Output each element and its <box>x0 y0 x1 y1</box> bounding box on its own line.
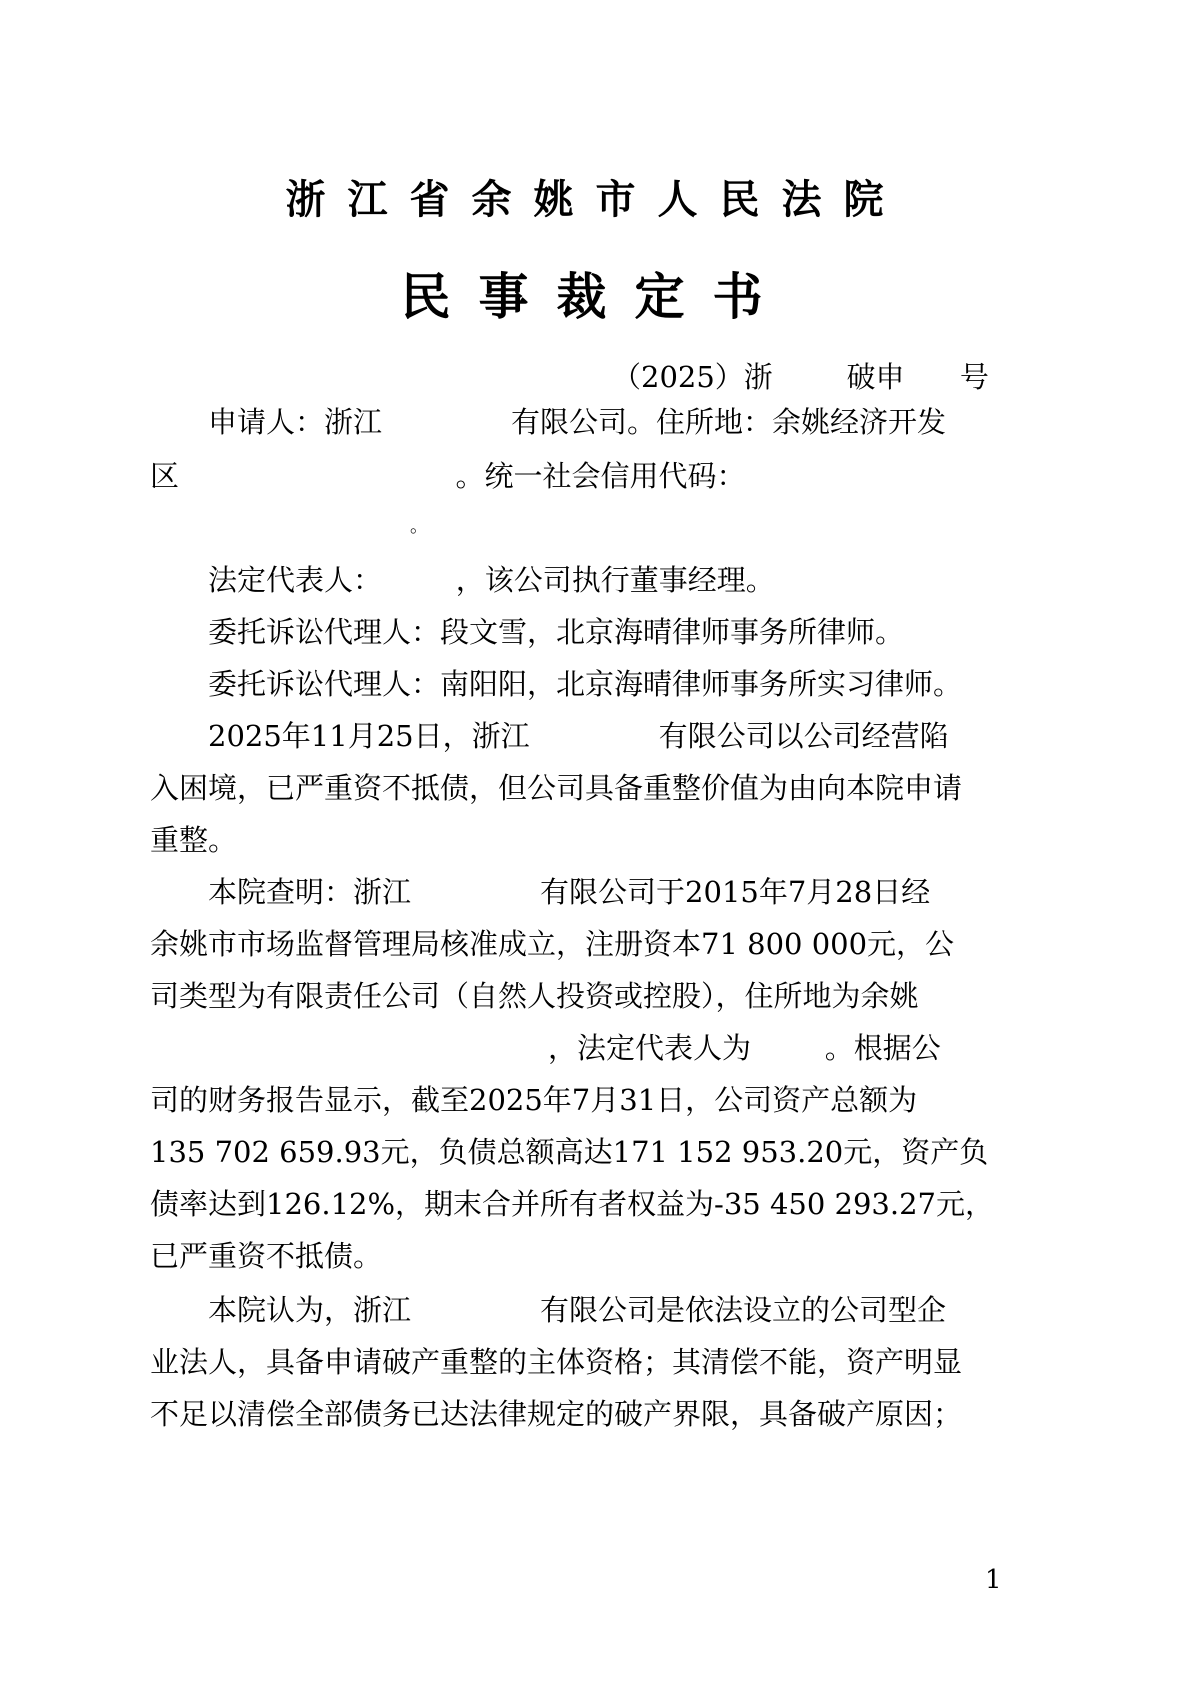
paragraph-line: 本院认为，浙江 有限公司是依法设立的公司型企 <box>208 1293 947 1327</box>
paragraph-line: 已严重资不抵债。 <box>150 1239 383 1273</box>
document-title: 民事裁定书 <box>400 267 791 326</box>
paragraph-line: 区 。统一社会信用代码： <box>150 459 746 493</box>
paragraph-line: 业法人，具备申请破产重整的主体资格；其清偿不能，资产明显 <box>150 1345 963 1379</box>
paragraph-line: 本院查明：浙江 有限公司于2015年7月28日经 <box>208 875 931 909</box>
paragraph-line: 余姚市市场监督管理局核准成立，注册资本71 800 000元，公 <box>150 927 955 961</box>
page-number: 1 <box>985 1565 1002 1595</box>
paragraph-line: 债率达到126.12%，期末合并所有者权益为-35 450 293.27元， <box>150 1187 994 1221</box>
paragraph-line: 2025年11月25日，浙江 有限公司以公司经营陷 <box>208 719 949 753</box>
paragraph-line: 。 <box>410 516 428 537</box>
paragraph-line: 入困境，已严重资不抵债，但公司具备重整价值为由向本院申请 <box>150 771 963 805</box>
paragraph-line: 法定代表人： ，该公司执行董事经理。 <box>208 563 775 597</box>
court-name: 浙江省余姚市人民法院 <box>285 176 906 223</box>
paragraph-line: 委托诉讼代理人：南阳阳，北京海晴律师事务所实习律师。 <box>208 667 963 701</box>
paragraph-line: 司类型为有限责任公司（自然人投资或控股），住所地为余姚 <box>150 979 919 1013</box>
case-number: （2025）浙 破申 号 <box>612 360 989 394</box>
paragraph-line: 重整。 <box>150 823 238 857</box>
paragraph-line: 不足以清偿全部债务已达法律规定的破产界限，具备破产原因； <box>150 1397 963 1431</box>
paragraph-line: 135 702 659.93元，负债总额高达171 152 953.20元，资产负 <box>150 1135 989 1169</box>
paragraph-line: 司的财务报告显示，截至2025年7月31日，公司资产总额为 <box>150 1083 918 1117</box>
paragraph-line: 委托诉讼代理人：段文雪，北京海晴律师事务所律师。 <box>208 615 905 649</box>
paragraph-line: 申请人：浙江 有限公司。住所地：余姚经济开发 <box>208 405 947 439</box>
paragraph-line: ，法定代表人为 。根据公 <box>548 1031 941 1065</box>
